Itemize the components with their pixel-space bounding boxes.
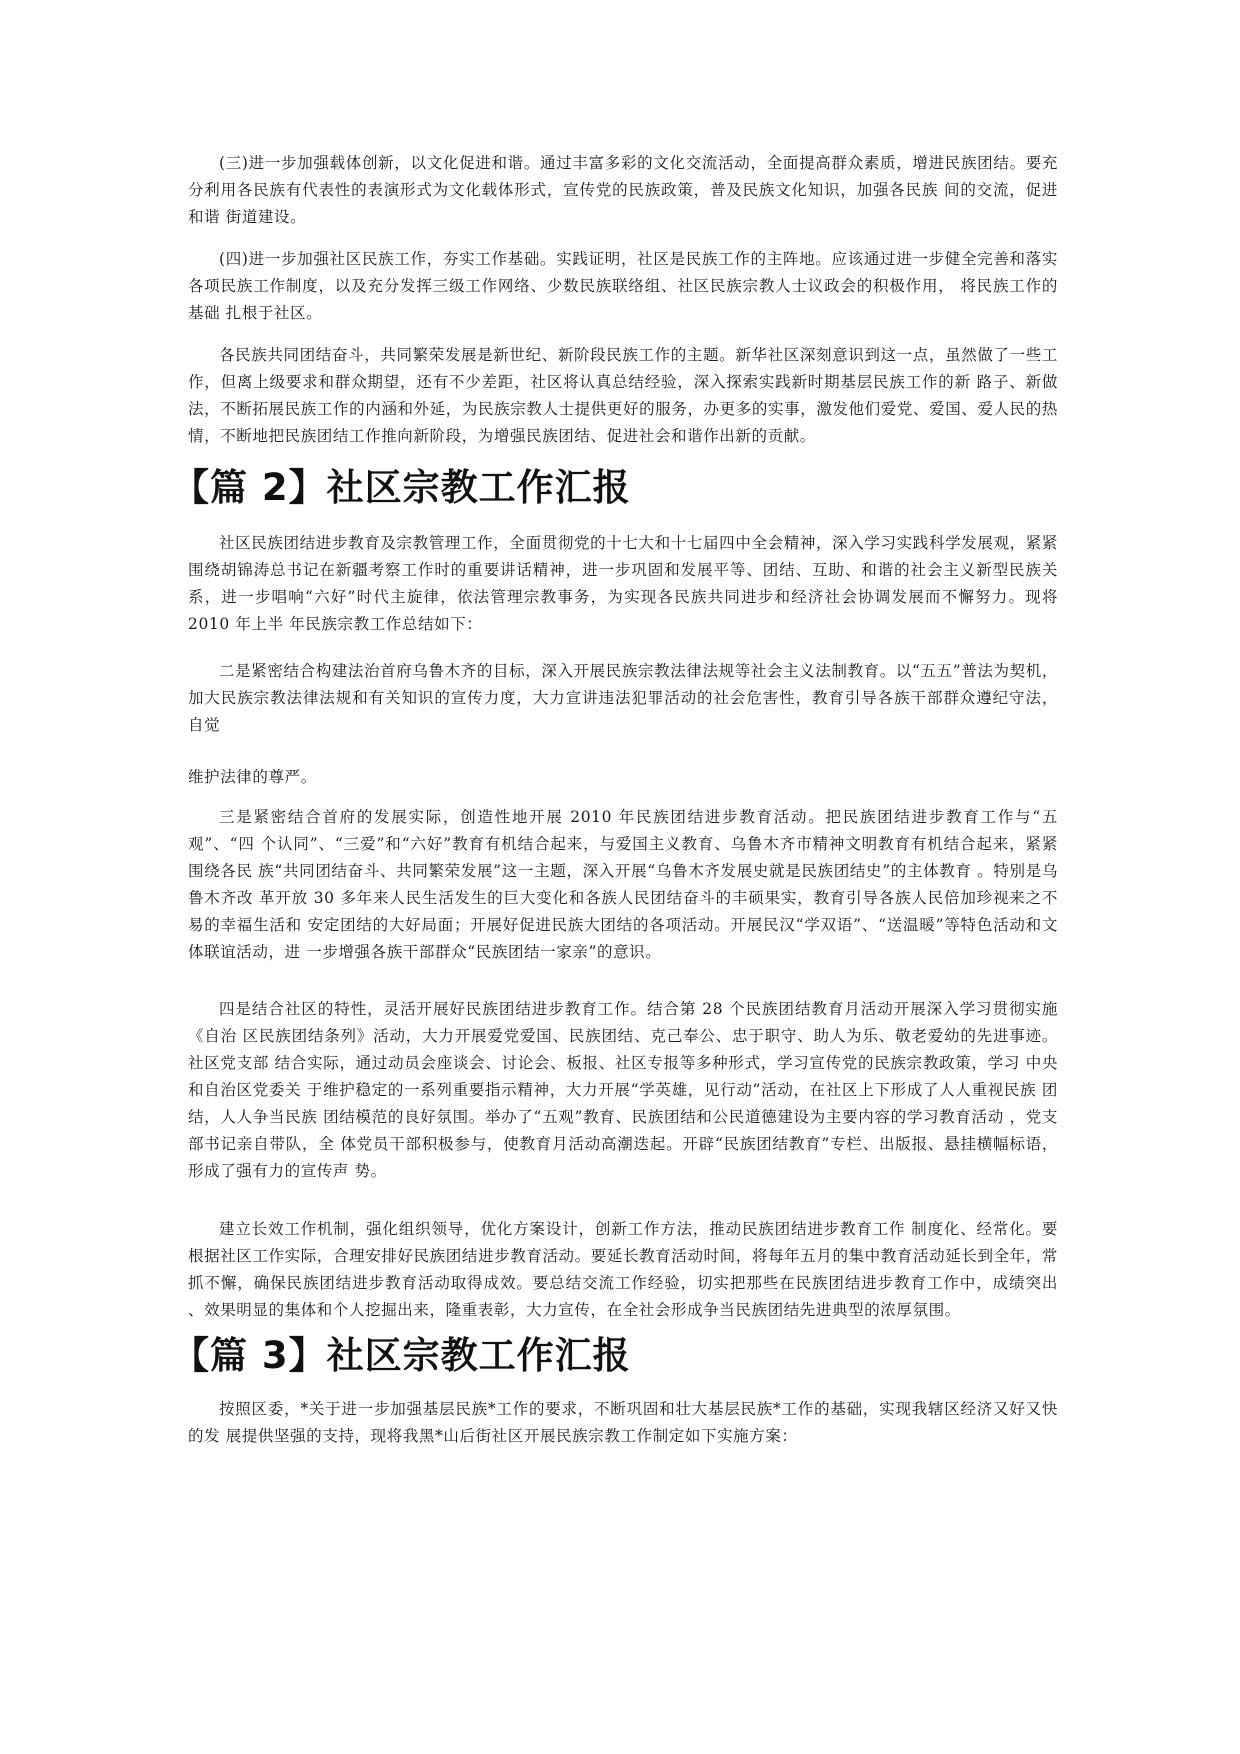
section-heading-3 bbox=[172, 1332, 1042, 1380]
paragraph-text: 社区民族团结进步教育及宗教管理工作，全面贯彻党的十七大和十七届四中全会精神，深入学习实践科学发展观，紧紧 围绕胡锦涛总书记在新疆考察工作时的重要讲话精神，进一步巩固和发展平等、团结、互助、和谐的社会主义新型民族关系，进一步唱响“六好”时代主旋律，依法管理宗教事务，为实现各民族共同进步和经济社会协调发展而不懈努力。现将 2010 年上半 年民族宗教工作总结如下： bbox=[188, 534, 1058, 633]
paragraph-religious-intro bbox=[188, 530, 1058, 638]
paragraph-community-features bbox=[188, 996, 1058, 1185]
paragraph-text: 各民族共同团结奋斗，共同繁荣发展是新世纪、新阶段民族工作的主题。新华社区深刻意识到这一点，虽然做了一些工作，但离上级要求和群众期望，还有不少差距，社区将认真总结经验，深入探索实践新时期基层民族工作的新 路子、新做法，不断拓展民族工作的内涵和外延，为民族宗教人士提供更好的服务，办更多的实事，激发他们爱党、爱国、爱人民的热情，不断地把民族团结工作推向新阶段，为增强民族团结、促进社会和谐作出新的贡献。 bbox=[188, 346, 1058, 445]
paragraph-legal-education-end bbox=[188, 764, 1058, 791]
paragraph-legal-education bbox=[188, 658, 1058, 739]
paragraph-conclusion bbox=[188, 342, 1058, 450]
paragraph-culture-innovation bbox=[188, 150, 1058, 231]
paragraph-implementation-plan bbox=[188, 1396, 1058, 1450]
paragraph-text: (三)进一步加强载体创新，以文化促进和谐。通过丰富多彩的文化交流活动，全面提高群众素质，增进民族团结。要充分利用各民族有代表性的表演形式为文化载体形式，宣传党的民族政策，普及民族文化知识，加强各民族 间的交流，促进和谐 街道建设。 bbox=[188, 154, 1058, 226]
paragraph-text: 维护法律的尊严。 bbox=[188, 768, 317, 786]
paragraph-community-work bbox=[188, 246, 1058, 327]
paragraph-text: 按照区委，*关于进一步加强基层民族*工作的要求，不断巩固和壮大基层民族*工作的基础，实现我辖区经济又好又快的发 展提供坚强的支持，现将我黑*山后街社区开展民族宗教工作制定如下实施方案： bbox=[188, 1400, 1058, 1445]
section-heading-2 bbox=[172, 464, 1042, 512]
paragraph-text: 四是结合社区的特性，灵活开展好民族团结进步教育工作。结合第 28 个民族团结教育月活动开展深入学习贯彻实施《自治 区民族团结条列》活动，大力开展爱党爱国、民族团结、克己奉公、忠于职守、助人为乐、敬老爱幼的先进事迹。社区党支部 结合实际，通过动员会座谈会、讨论会、板报、社区专报等多种形式，学习宣传党的民族宗教政策，学习 中央和自治区党委关 于维护稳定的一系列重要指示精神，大力开展“学英雄，见行动”活动，在社区上下形成了人人重视民族 团结，人人争当民族 团结模范的良好氛围。举办了“五观”教育、民族团结和公民道德建设为主要内容的学习教育活动 ，党支部书记亲自带队，全 体党员干部积极参与，使教育月活动高潮迭起。开辟“民族团结教育”专栏、出版报、悬挂横幅标语，形成了强有力的宣传声 势。 bbox=[188, 1000, 1058, 1180]
paragraph-long-term-mechanism bbox=[188, 1216, 1058, 1324]
paragraph-text: 二是紧密结合构建法治首府乌鲁木齐的目标，深入开展民族宗教法律法规等社会主义法制教育。以“五五”普法为契机，加大民族宗教法律法规和有关知识的宣传力度，大力宣讲违法犯罪活动的社会危害性，教育引导各族干部群众遵纪守法， 自觉 bbox=[188, 662, 1058, 734]
paragraph-unity-education bbox=[188, 804, 1058, 966]
section-title: 【篇 2】社区宗教工作汇报 bbox=[172, 466, 631, 509]
paragraph-text: 三是紧密结合首府的发展实际，创造性地开展 2010 年民族团结进步教育活动。把民族团结进步教育工作与“五观”、“四 个认同”、“三爱”和“六好”教育有机结合起来，与爱国主义教育、乌鲁木齐市精神文明教育有机结合起来，紧紧围绕各民 族“共同团结奋斗、共同繁荣发展”这一主题，深入开展“乌鲁木齐发展史就是民族团结史”的主体教育 。特别是乌鲁木齐改 革开放 30 多年来人民生活发生的巨大变化和各族人民团结奋斗的丰硕果实，教育引导各族人民倍加珍视来之不易的幸福生活和 安定团结的大好局面；开展好促进民族大团结的各项活动。开展民汉“学双语”、“送温暖”等特色活动和文体联谊活动，进 一步增强各族干部群众“民族团结一家亲”的意识。 bbox=[188, 808, 1058, 961]
paragraph-text: (四)进一步加强社区民族工作，夯实工作基础。实践证明，社区是民族工作的主阵地。应该通过进一步健全完善和落实各项民族工作制度，以及充分发挥三级工作网络、少数民族联络组、社区民族宗教人士议政会的积极作用， 将民族工作的基础 扎根于社区。 bbox=[188, 250, 1058, 322]
section-title: 【篇 3】社区宗教工作汇报 bbox=[172, 1334, 631, 1377]
paragraph-text: 建立长效工作机制，强化组织领导，优化方案设计，创新工作方法，推动民族团结进步教育工作 制度化、经常化。要根据社区工作实际，合理安排好民族团结进步教育活动。要延长教育活动时间，将每年五月的集中教育活动延长到全年，常抓不懈，确保民族团结进步教育活动取得成效。要总结交流工作经验，切实把那些在民族团结进步教育工作中，成绩突出 、效果明显的集体和个人挖掘出来，隆重表彰，大力宣传，在全社会形成争当民族团结先进典型的浓厚氛围。 bbox=[188, 1220, 1058, 1319]
